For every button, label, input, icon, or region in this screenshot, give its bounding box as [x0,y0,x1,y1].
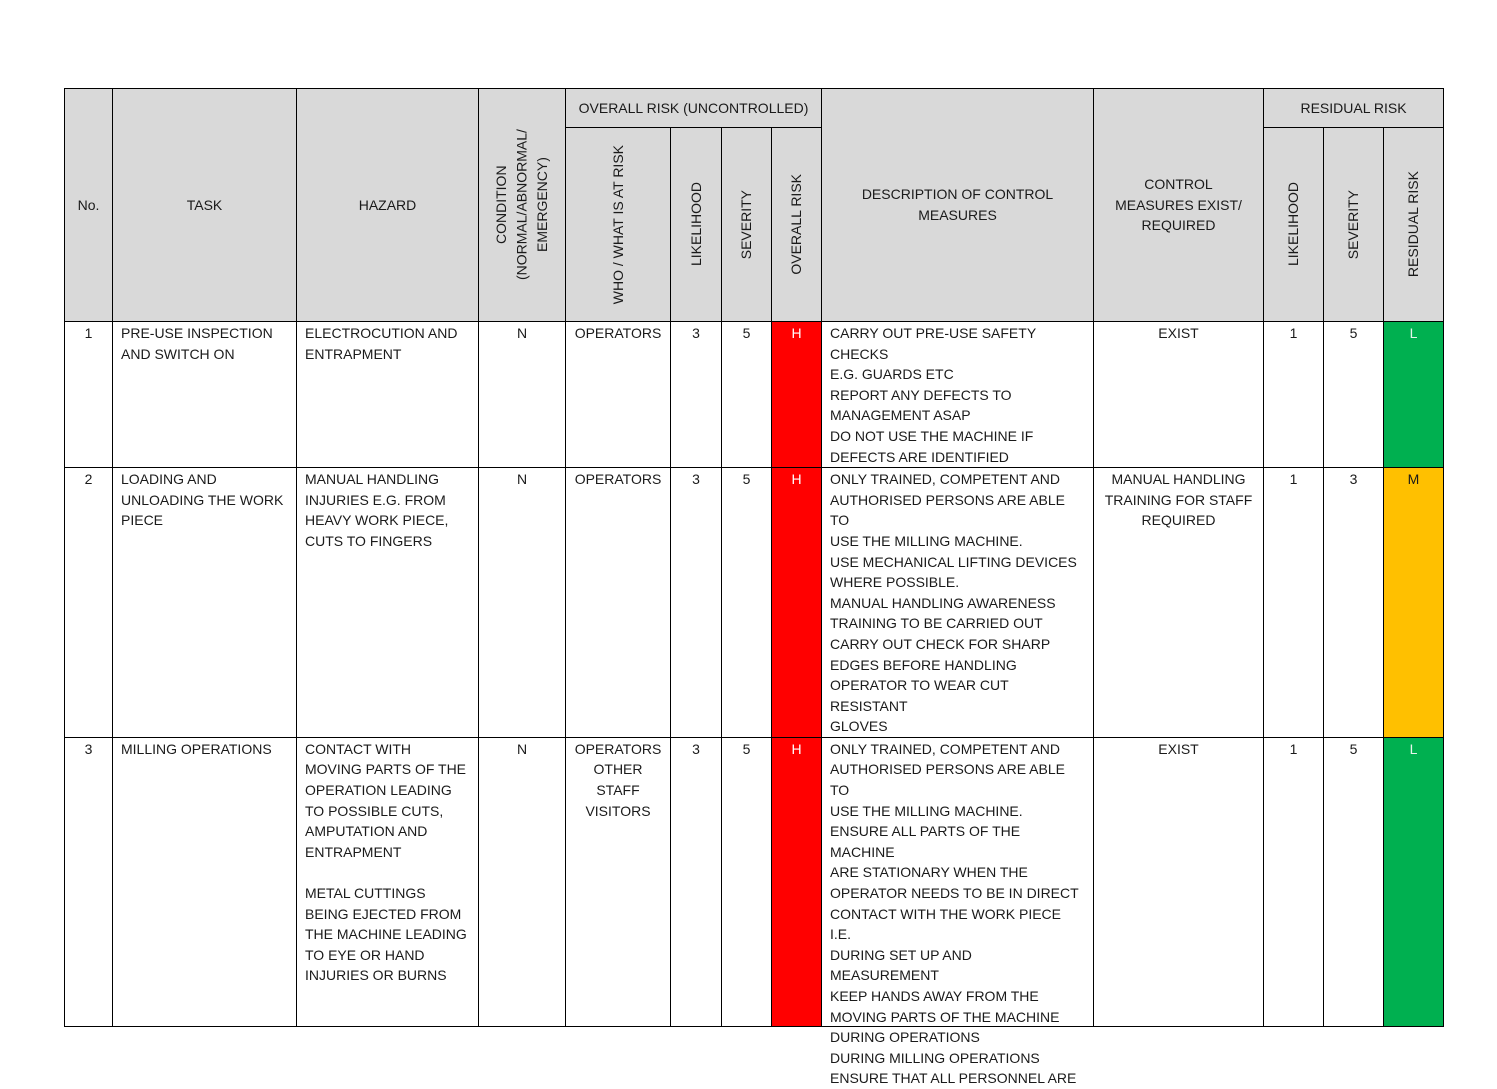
row-severity: 5 [722,468,772,738]
row-control-measures-line: CONTACT WITH THE WORK PIECE I.E. [830,905,1062,943]
row-control-measures-line: REPORT ANY DEFECTS TO [830,386,1012,403]
row-control-exist-line: REQUIRED [1141,512,1216,529]
row-condition: N [479,737,566,1026]
row-severity: 5 [722,322,772,468]
table-row [65,737,1444,1026]
row-hazard-line: TO POSSIBLE CUTS, [305,802,444,819]
header-control-exist [1094,89,1264,322]
header-residual-risk-text: RESIDUAL RISK [1405,171,1422,278]
row-severity: 5 [722,737,772,1026]
row-hazard [297,468,479,738]
row-who-line: OPERATORS [574,325,662,341]
row-hazard-line: CUTS TO FINGERS [305,532,433,549]
header-description-text: DESCRIPTION OF CONTROL MEASURES [861,186,1054,223]
header-overall-risk-text: OVERALL RISK [788,174,805,275]
row-control-measures-line: AUTHORISED PERSONS ARE ABLE TO [830,491,1065,529]
header-res-severity-text: SEVERITY [1345,189,1362,260]
row-task-line: PIECE [121,512,164,529]
row-control-measures-line: ONLY TRAINED, COMPETENT AND [830,740,1061,757]
row-control-measures-line: DURING MILLING OPERATIONS [830,1049,1040,1066]
row-control-measures-line: DURING SET UP AND [830,946,972,963]
row-hazard-line: ENTRAPMENT [305,843,402,860]
row-control-measures-line: ONLY TRAINED, COMPETENT AND [830,471,1061,488]
row-control-measures-line: ENSURE THAT ALL PERSONNEL ARE [830,1070,1077,1087]
row-hazard-line: INJURIES E.G. FROM [305,491,446,508]
row-control-measures-line: MANUAL HANDLING AWARENESS [830,594,1056,611]
row-hazard [297,322,479,468]
row-who [566,468,671,738]
row-control-exist-line: EXIST [1158,740,1199,757]
row-control-measures-line: CARRY OUT PRE-USE SAFETY CHECKS [830,325,1036,362]
row-res-likelihood: 1 [1264,468,1324,738]
row-residual-risk: L [1384,737,1444,1026]
row-control-measures-line: EDGES BEFORE HANDLING [830,656,1017,673]
row-no: 2 [65,468,113,738]
row-condition: N [479,322,566,468]
row-task [113,737,297,1026]
header-overall-risk-group: OVERALL RISK (UNCONTROLLED) [566,89,822,128]
row-control-measures [822,468,1094,738]
header-res-likelihood-text: LIKELIHOOD [1285,182,1302,267]
row-who-line: VISITORS [585,802,651,819]
row-task [113,468,297,738]
header-likelihood-text: LIKELIHOOD [687,182,704,267]
header-condition [479,89,566,322]
row-who-line: OPERATORS [574,471,662,488]
row-who-line: STAFF [596,782,640,799]
row-control-measures-line: TRAINING TO BE CARRIED OUT [830,615,1043,632]
row-control-measures-line: CARRY OUT CHECK FOR SHARP [830,635,1051,652]
row-likelihood: 3 [671,322,722,468]
row-res-severity: 5 [1324,322,1384,468]
header-who [566,128,671,322]
row-hazard-line: HEAVY WORK PIECE, [305,512,449,529]
row-control-measures-line: USE MECHANICAL LIFTING DEVICES [830,553,1077,570]
row-likelihood: 3 [671,468,722,738]
row-hazard-line: CONTACT WITH [305,740,412,757]
row-control-exist [1094,737,1264,1026]
header-severity [722,128,772,322]
table-row [65,322,1444,468]
row-hazard-line: TO EYE OR HAND [305,946,425,963]
row-overall-risk: H [772,322,822,468]
header-control-exist-text: CONTROL MEASURES EXIST/ REQUIRED [1115,176,1242,234]
header-who-text: WHO / WHAT IS AT RISK [609,144,626,305]
table-row [65,468,1444,738]
row-hazard-line: MOVING PARTS OF THE [305,761,467,778]
row-control-measures-line: DEFECTS ARE IDENTIFIED [830,448,1009,465]
row-control-measures-line: MOVING PARTS OF THE MACHINE [830,1008,1060,1025]
row-control-measures-line: ARE STATIONARY WHEN THE [830,864,1028,881]
row-residual-risk: L [1384,322,1444,468]
header-res-likelihood [1264,128,1324,322]
row-control-measures-line: MEASUREMENT [830,967,939,984]
row-control-measures-line: OPERATOR NEEDS TO BE IN DIRECT [830,885,1079,902]
row-hazard-line: THE MACHINE LEADING [305,926,467,943]
row-control-measures-line: GLOVES [830,718,888,735]
row-hazard-line: ENTRAPMENT [305,345,402,362]
row-overall-risk: H [772,468,822,738]
header-task: TASK [113,89,297,322]
row-task-line: AND SWITCH ON [121,345,235,362]
row-hazard-line: OPERATION LEADING [305,782,452,799]
header-residual-risk [1384,128,1444,322]
row-res-likelihood: 1 [1264,322,1324,468]
row-condition: N [479,468,566,738]
row-control-exist-line: TRAINING FOR STAFF [1104,491,1253,508]
risk-rows [65,322,1444,1087]
row-hazard-line: BEING EJECTED FROM [305,905,462,922]
row-control-measures-line: KEEP HANDS AWAY FROM THE [830,988,1039,1004]
header-condition-text: CONDITION (NORMAL/ABNORMAL/ EMERGENCY) [493,129,551,281]
row-control-measures-line: OPERATOR TO WEAR CUT RESISTANT [830,677,1009,714]
row-res-severity: 3 [1324,468,1384,738]
row-control-measures-line: USE THE MILLING MACHINE. [830,802,1023,819]
row-control-exist [1094,468,1264,738]
row-no: 1 [65,322,113,468]
row-task-line: PRE-USE INSPECTION [121,325,273,341]
row-control-exist-line: EXIST [1158,325,1199,341]
header-likelihood [671,128,722,322]
row-control-measures-line: WHERE POSSIBLE. [830,574,960,591]
row-control-measures-line: E.G. GUARDS ETC [830,366,954,383]
row-control-measures-line: DURING OPERATIONS [830,1029,980,1046]
row-task-line: MILLING OPERATIONS [121,740,272,757]
row-overall-risk: H [772,737,822,1026]
row-who-line: OPERATORS [574,740,662,757]
header-res-severity [1324,128,1384,322]
header-hazard: HAZARD [297,89,479,322]
header-description [822,89,1094,322]
row-control-measures-line: MANAGEMENT ASAP [830,407,971,424]
row-control-exist [1094,322,1264,468]
row-control-measures-line: USE THE MILLING MACHINE. [830,532,1023,549]
row-hazard [297,737,479,1026]
row-control-exist-line: MANUAL HANDLING [1111,471,1246,488]
row-hazard-line: ELECTROCUTION AND [305,325,458,341]
row-control-measures [822,322,1094,468]
row-control-measures-line: AUTHORISED PERSONS ARE ABLE TO [830,761,1065,799]
row-control-measures-line: ENSURE ALL PARTS OF THE MACHINE [830,823,1021,860]
row-hazard-line: INJURIES OR BURNS [305,967,447,984]
row-who [566,322,671,468]
row-control-measures [822,737,1094,1087]
header-no: No. [65,89,113,322]
header-overall-risk [772,128,822,322]
row-hazard-line: METAL CUTTINGS [305,885,426,902]
row-who [566,737,671,1026]
row-residual-risk: M [1384,468,1444,738]
row-hazard-line: MANUAL HANDLING [305,471,440,488]
risk-assessment-table [64,88,1444,1087]
row-hazard-line: AMPUTATION AND [305,823,428,840]
header-residual-risk-group: RESIDUAL RISK [1264,89,1444,128]
header-severity-text: SEVERITY [738,189,755,260]
row-who-line: OTHER [593,761,643,778]
row-no: 3 [65,737,113,1026]
row-res-likelihood: 1 [1264,737,1324,1026]
row-task [113,322,297,468]
row-likelihood: 3 [671,737,722,1026]
row-task-line: LOADING AND [121,471,217,488]
row-task-line: UNLOADING THE WORK [121,491,284,508]
row-hazard-line [305,862,470,883]
row-res-severity: 5 [1324,737,1384,1026]
row-control-measures-line: DO NOT USE THE MACHINE IF [830,427,1034,444]
